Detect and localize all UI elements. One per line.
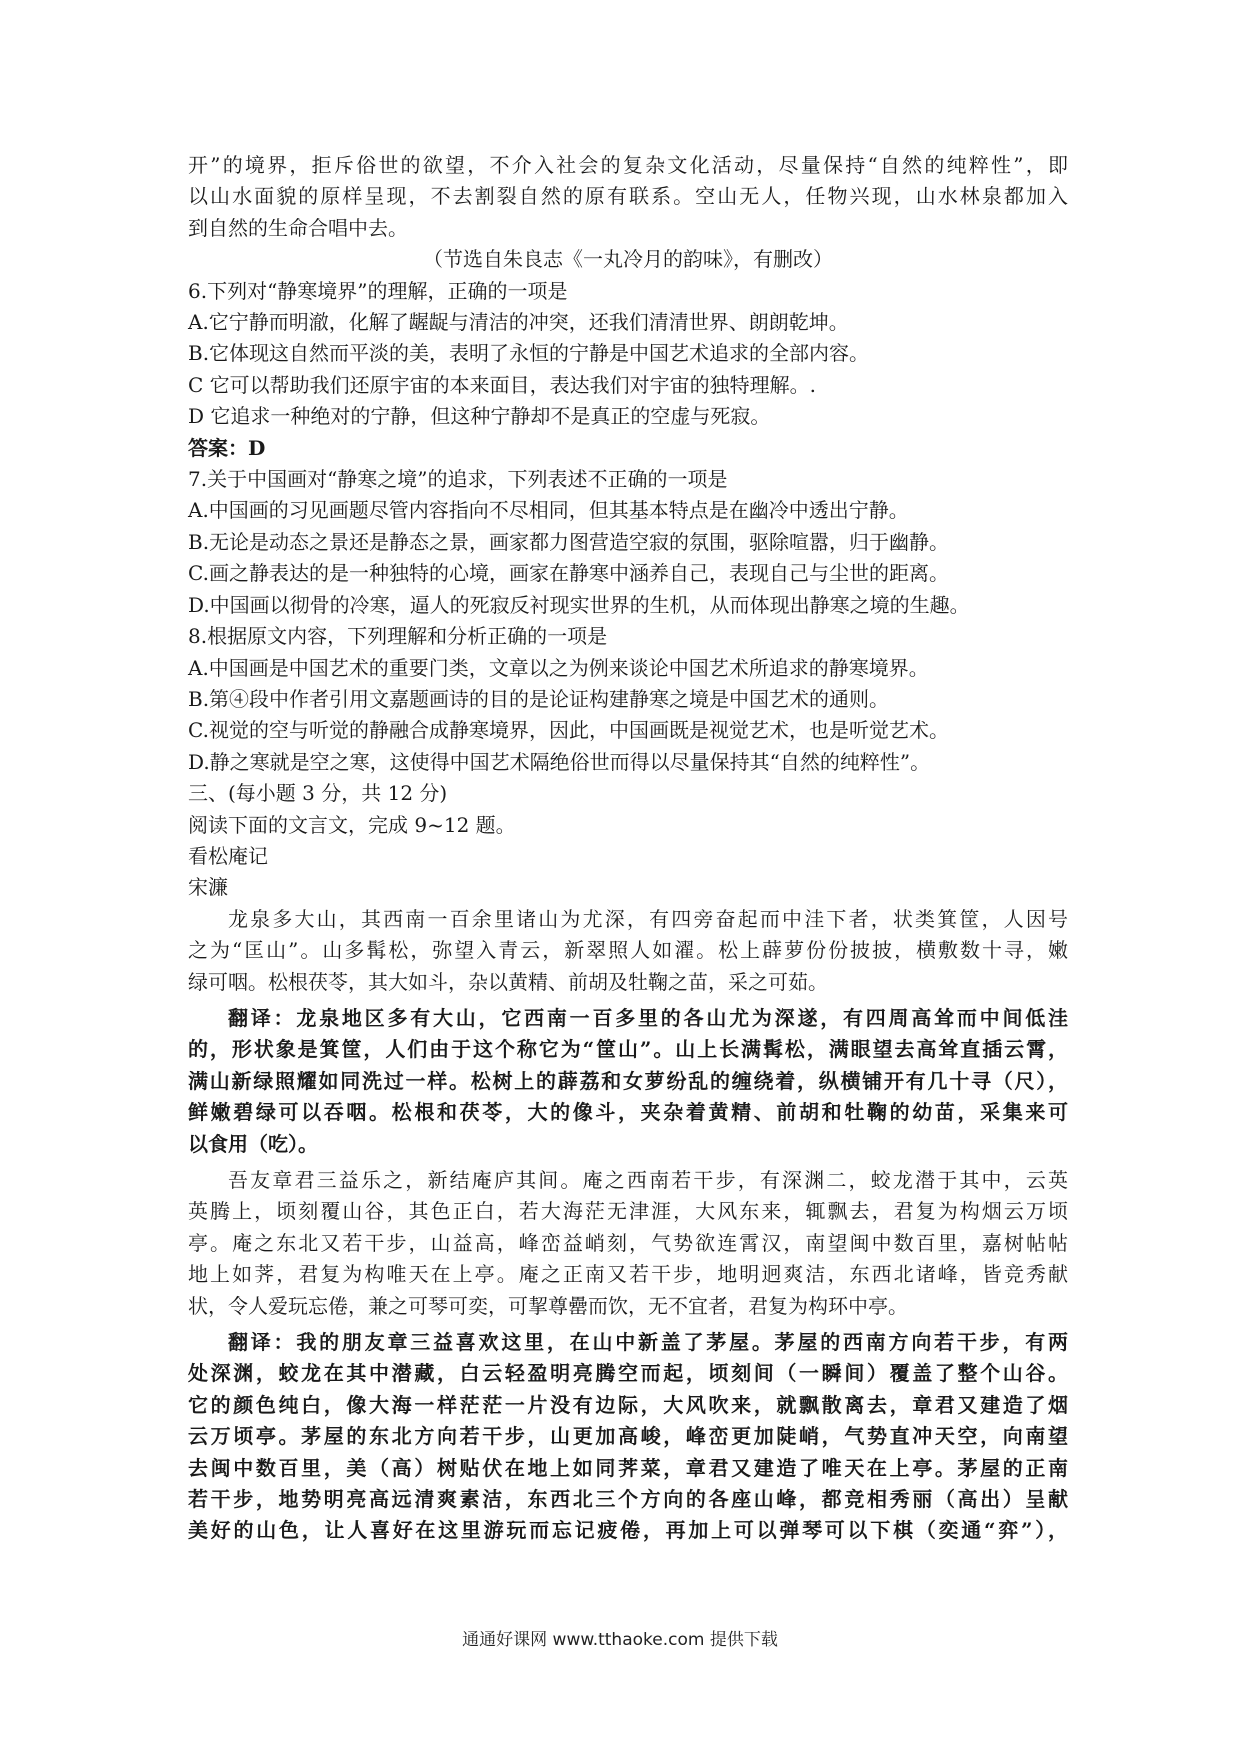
option: D 它追求一种绝对的宁静，但这种宁静却不是真正的空虚与死寂。 [188,404,771,429]
option: A.中国画的习见画题尽管内容指向不尽相同，但其基本特点是在幽冷中透出宁静。 [188,498,909,523]
text-line: 亭。庵之东北又若干步，山益高，峰峦益峭刻，气势欲连霄汉，南望闽中数百里，嘉树帖帖 [188,1230,1068,1255]
text-line: 到自然的生命合唱中去。 [188,215,408,240]
text-line: 翻译：龙泉地区多有大山，它西南一百多里的各山尤为深遂，有四周高耸而中间低洼 [228,1005,1068,1030]
text-line: 以食用（吃）。 [188,1131,318,1156]
option: D.静之寒就是空之寒，这使得中国艺术隔绝俗世而得以尽量保持其“自然的纯粹性”。 [188,749,931,774]
option: B.无论是动态之景还是静态之景，画家都力图营造空寂的氛围，驱除喧嚣，归于幽静。 [188,529,950,554]
option: B.它体现这自然而平淡的美，表明了永恒的宁静是中国艺术追求的全部内容。 [188,341,870,366]
translation-paragraph-2 [188,1327,1068,1547]
document-page [188,150,1068,1547]
option: C 它可以帮助我们还原宇宙的本来面目，表达我们对宇宙的独特理解。. [188,372,817,397]
question-8 [188,621,1068,778]
question-6 [188,276,1068,464]
question-stem: 8.根据原文内容，下列理解和分析正确的一项是 [188,624,608,649]
page-footer: 通通好课网 www.tthaoke.com 提供下载 [462,1630,778,1650]
passage-end [188,150,1068,244]
translation-paragraph-1 [188,1003,1068,1160]
section-heading: 三、(每小题 3 分，共 12 分) [188,781,448,806]
text-line: 去闽中数百里，美（高）树贴伏在地上如同荠菜，章君又建造了唯天在上亭。茅屋的正南 [188,1455,1068,1480]
question-stem: 6.下列对“静寒境界”的理解，正确的一项是 [188,278,568,303]
section-instruction: 阅读下面的文言文，完成 9~12 题。 [188,812,516,837]
text-line: 地上如荠，君复为构唯天在上亭。庵之正南又若干步，地明迥爽洁，东西北诸峰，皆竞秀献 [188,1262,1068,1287]
source-note: （节选自朱良志《一丸冷月的韵味》，有删改） [423,247,833,272]
classical-paragraph-1 [188,904,1068,998]
answer: 答案：D [188,435,266,460]
text-line: 吾友章君三益乐之，新结庵庐其间。庵之西南若干步，有深渊二，蛟龙潜于其中，云英 [228,1168,1068,1192]
text-line: 之为“匡山”。山多髯松，弥望入青云，新翠照人如濯。松上薜萝份份披披，横敷数十寻，嫩 [188,938,1068,963]
option: D.中国画以彻骨的冷寒，逼人的死寂反衬现实世界的生机，从而体现出静寒之境的生趣。 [188,592,970,617]
text-line: 翻译：我的朋友章三益喜欢这里，在山中新盖了茅屋。茅屋的西南方向若干步，有两 [228,1330,1068,1355]
text-line: 开”的境界，拒斥俗世的欲望，不介入社会的复杂文化活动，尽量保持“自然的纯粹性”，即 [188,153,1068,177]
passage-title: 看松庵记 [188,843,268,868]
text-line: 龙泉多大山，其西南一百余里诸山为尤深，有四旁奋起而中洼下者，状类箕筐，人因号 [228,906,1068,931]
text-line: 状，令人爱玩忘倦，兼之可琴可奕，可挈尊罍而饮，无不宜者，君复为构环中亭。 [188,1293,908,1318]
text-line: 英腾上，顷刻覆山谷，其色正白，若大海茫无津涯，大风东来，辄飘去，君复为构烟云万顷 [188,1199,1068,1224]
passage-author: 宋濂 [188,875,228,900]
section-3 [188,778,1068,904]
option: C.画之静表达的是一种独特的心境，画家在静寒中涵养自己，表现自己与尘世的距离。 [188,561,949,586]
text-line: 它的颜色纯白，像大海一样茫茫一片没有边际，大风吹来，就飘散离去，章君又建造了烟 [188,1392,1068,1417]
option: A.中国画是中国艺术的重要门类，文章以之为例来谈论中国艺术所追求的静寒境界。 [188,655,929,680]
question-stem: 7.关于中国画对“静寒之境”的追求，下列表述不正确的一项是 [188,467,728,492]
text-line: 处深渊，蛟龙在其中潜藏，白云轻盈明亮腾空而起，顷刻间（一瞬间）覆盖了整个山谷。 [188,1361,1068,1386]
text-line: 绿可咽。松根茯苓，其大如斗，杂以黄精、前胡及牡鞠之苗，采之可茹。 [188,969,828,994]
option: B.第④段中作者引用文嘉题画诗的目的是论证构建静寒之境是中国艺术的通则。 [188,686,890,711]
text-line: 鲜嫩碧绿可以吞咽。松根和茯苓，大的像斗，夹杂着黄精、前胡和牡鞠的幼苗，采集来可 [188,1100,1068,1125]
text-line: 满山新绿照耀如同洗过一样。松树上的薜荔和女萝纷乱的缠绕着，纵横铺开有几十寻（尺）， [188,1068,1068,1093]
text-line: 若干步，地势明亮高远清爽素洁，东西北三个方向的各座山峰，都竞相秀丽（高出）呈献 [188,1487,1068,1512]
text-line: 云万顷亭。茅屋的东北方向若干步，山更加高峻，峰峦更加陡峭，气势直冲天空，向南望 [188,1424,1068,1449]
text-line: 美好的山色，让人喜好在这里游玩而忘记疲倦，再加上可以弹琴可以下棋（奕通“弈”）， [188,1518,1068,1543]
text-line: 以山水面貌的原样呈现，不去割裂自然的原有联系。空山无人，任物兴现，山水林泉都加入 [188,184,1068,209]
question-7 [188,464,1068,621]
text-line: 的，形状象是箕筐，人们由于这个称它为“筐山”。山上长满髯松，满眼望去高耸直插云霄， [188,1037,1068,1062]
option: A.它宁静而明澈，化解了龌龊与清洁的冲突，还我们清清世界、朗朗乾坤。 [188,310,849,335]
option: C.视觉的空与听觉的静融合成静寒境界，因此，中国画既是视觉艺术，也是听觉艺术。 [188,718,949,743]
classical-paragraph-2 [188,1165,1068,1322]
